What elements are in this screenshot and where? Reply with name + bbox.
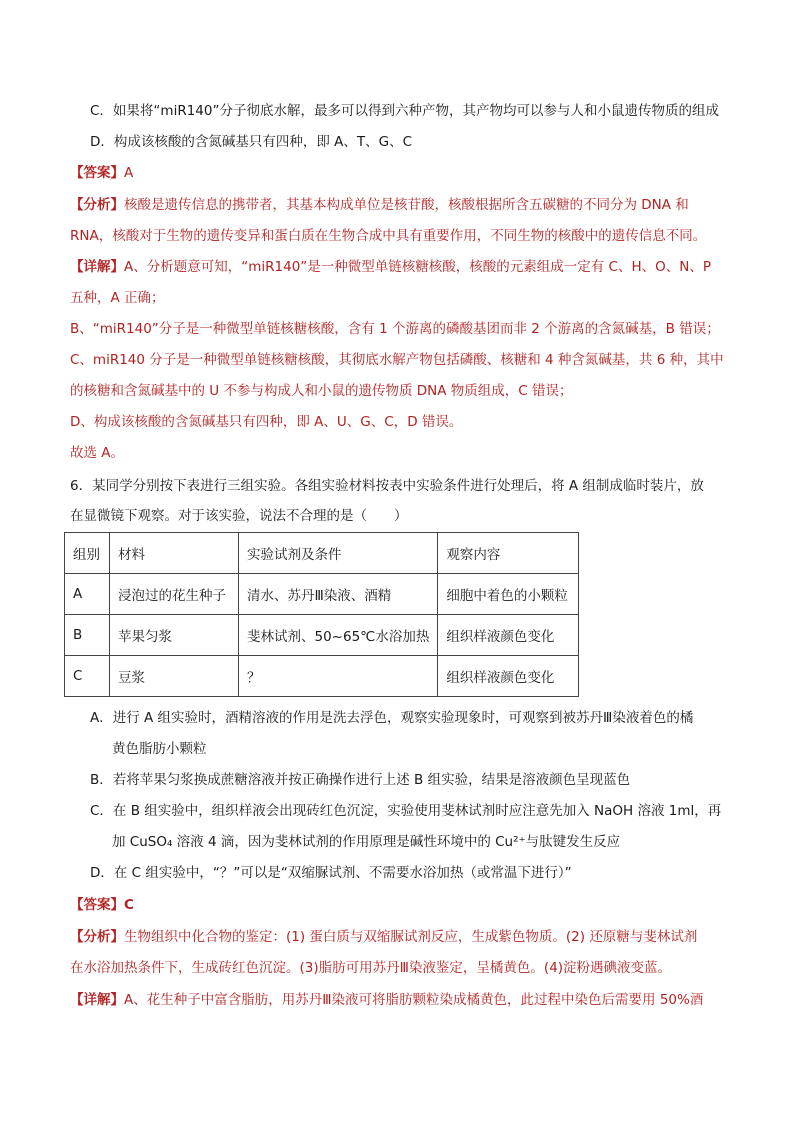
table-cell: 浸泡过的花生种子 (110, 574, 239, 615)
question-6-line-2: 在显微镜下观察。对于该实验，说法不合理的是（ ） (70, 508, 408, 524)
answer-1 (70, 163, 133, 183)
analysis-1-line-2: RNA，核酸对于生物的遗传变异和蛋白质在生物合成中具有重要作用，不同生物的核酸中的遗传信息不同。 (70, 228, 707, 244)
option-a-line-1: A．进行 A 组实验时，酒精溶液的作用是洗去浮色，观察实验现象时，可观察到被苏丹Ⅲ染液着色的橘 (90, 710, 694, 726)
detail-text: A、花生种子中富含脂肪，用苏丹Ⅲ染液可将脂肪颗粒染成橘黄色，此过程中染色后需要用 50%酒 (124, 992, 704, 1008)
header-cell: 观察内容 (438, 533, 579, 574)
option-c-line-2: 加 CuSO₄ 溶液 4 滴，因为斐林试剂的作用原理是碱性环境中的 Cu²⁺与肽键发生反应 (112, 834, 621, 850)
header-cell: 实验试剂及条件 (239, 533, 438, 574)
table-cell: A (65, 574, 110, 615)
detail-1-line-4: C、miR140 分子是一种微型单链核糖核酸，其彻底水解产物包括磷酸、核糖和 4 种含氮碱基，共 6 种，其中 (70, 352, 724, 368)
header-cell: 组别 (65, 533, 110, 574)
detail-1-line-5: 的核糖和含氮碱基中的 U 不参与构成人和小鼠的遗传物质 DNA 物质组成，C 错误； (70, 383, 573, 399)
table-row (65, 574, 579, 615)
table-cell: B (65, 615, 110, 656)
analysis-tag: 【分析】 (70, 197, 124, 213)
detail-1-line-7: 故选 A。 (70, 445, 125, 461)
analysis-1-line-1 (70, 195, 689, 215)
detail-tag: 【详解】 (70, 992, 124, 1008)
table-row (65, 615, 579, 656)
option-a-line-2: 黄色脂肪小颗粒 (112, 741, 207, 757)
table-cell: 苹果匀浆 (110, 615, 239, 656)
option-d-prev: D．构成该核酸的含氮碱基只有四种，即 A、T、G、C (90, 134, 413, 150)
table-cell: 组织样液颜色变化 (438, 656, 579, 697)
analysis-2-line-1 (70, 927, 697, 947)
detail-1-line-3: B、“miR140”分子是一种微型单链核糖核酸，含有 1 个游离的磷酸基团而非 2 个游离的含氮碱基，B 错误； (70, 321, 720, 337)
option-d: D．在 C 组实验中，“？”可以是“双缩脲试剂、不需要水浴加热（或常温下进行）” (90, 865, 572, 881)
experiment-table (64, 532, 579, 697)
answer-2 (70, 895, 134, 915)
header-cell: 材料 (110, 533, 239, 574)
detail-1-line-1 (70, 257, 711, 277)
table-cell: ？ (239, 656, 438, 697)
table-cell: 细胞中着色的小颗粒 (438, 574, 579, 615)
analysis-2-line-2: 在水浴加热条件下，生成砖红色沉淀。(3)脂肪可用苏丹Ⅲ染液鉴定，呈橘黄色。(4)淀粉遇碘液变蓝。 (70, 960, 672, 976)
analysis-tag: 【分析】 (70, 929, 124, 945)
question-6-line-1: 6．某同学分别按下表进行三组实验。各组实验材料按表中实验条件进行处理后，将 A 组制成临时装片，放 (70, 478, 704, 494)
table-cell: 清水、苏丹Ⅲ染液、酒精 (239, 574, 438, 615)
detail-2-line-1 (70, 990, 703, 1010)
table-cell: 豆浆 (110, 656, 239, 697)
option-c-line-1: C．在 B 组实验中，组织样液会出现砖红色沉淀，实验使用斐林试剂时应注意先加入 NaOH 溶液 1ml，再 (90, 803, 722, 819)
detail-text: A、分析题意可知，“miR140”是一种微型单链核糖核酸，核酸的元素组成一定有 C、H、O、N、P (124, 259, 712, 275)
detail-1-line-2: 五种，A 正确； (70, 290, 165, 306)
table-cell: 组织样液颜色变化 (438, 615, 579, 656)
table-cell: 斐林试剂、50~65℃水浴加热 (239, 615, 438, 656)
table-cell: C (65, 656, 110, 697)
option-b: B．若将苹果匀浆换成蔗糖溶液并按正确操作进行上述 B 组实验，结果是溶液颜色呈现蓝色 (90, 772, 631, 788)
analysis-text: 核酸是遗传信息的携带者，其基本构成单位是核苷酸，核酸根据所含五碳糖的不同分为 DNA 和 (124, 197, 689, 213)
answer-tag: 【答案】 (70, 897, 124, 913)
detail-1-line-6: D、构成该核酸的含氮碱基只有四种，即 A、U、G、C，D 错误。 (70, 414, 463, 430)
table-header-row (65, 533, 579, 574)
answer-tag: 【答案】 (70, 165, 124, 181)
answer-value: C (124, 897, 134, 913)
answer-value: A (124, 165, 134, 181)
option-c-prev: C．如果将“miR140”分子彻底水解，最多可以得到六种产物，其产物均可以参与人和小鼠遗传物质的组成 (90, 103, 719, 119)
detail-tag: 【详解】 (70, 259, 124, 275)
table-row (65, 656, 579, 697)
analysis-text: 生物组织中化合物的鉴定：(1) 蛋白质与双缩脲试剂反应，生成紫色物质。(2) 还原糖与斐林试剂 (124, 929, 698, 945)
